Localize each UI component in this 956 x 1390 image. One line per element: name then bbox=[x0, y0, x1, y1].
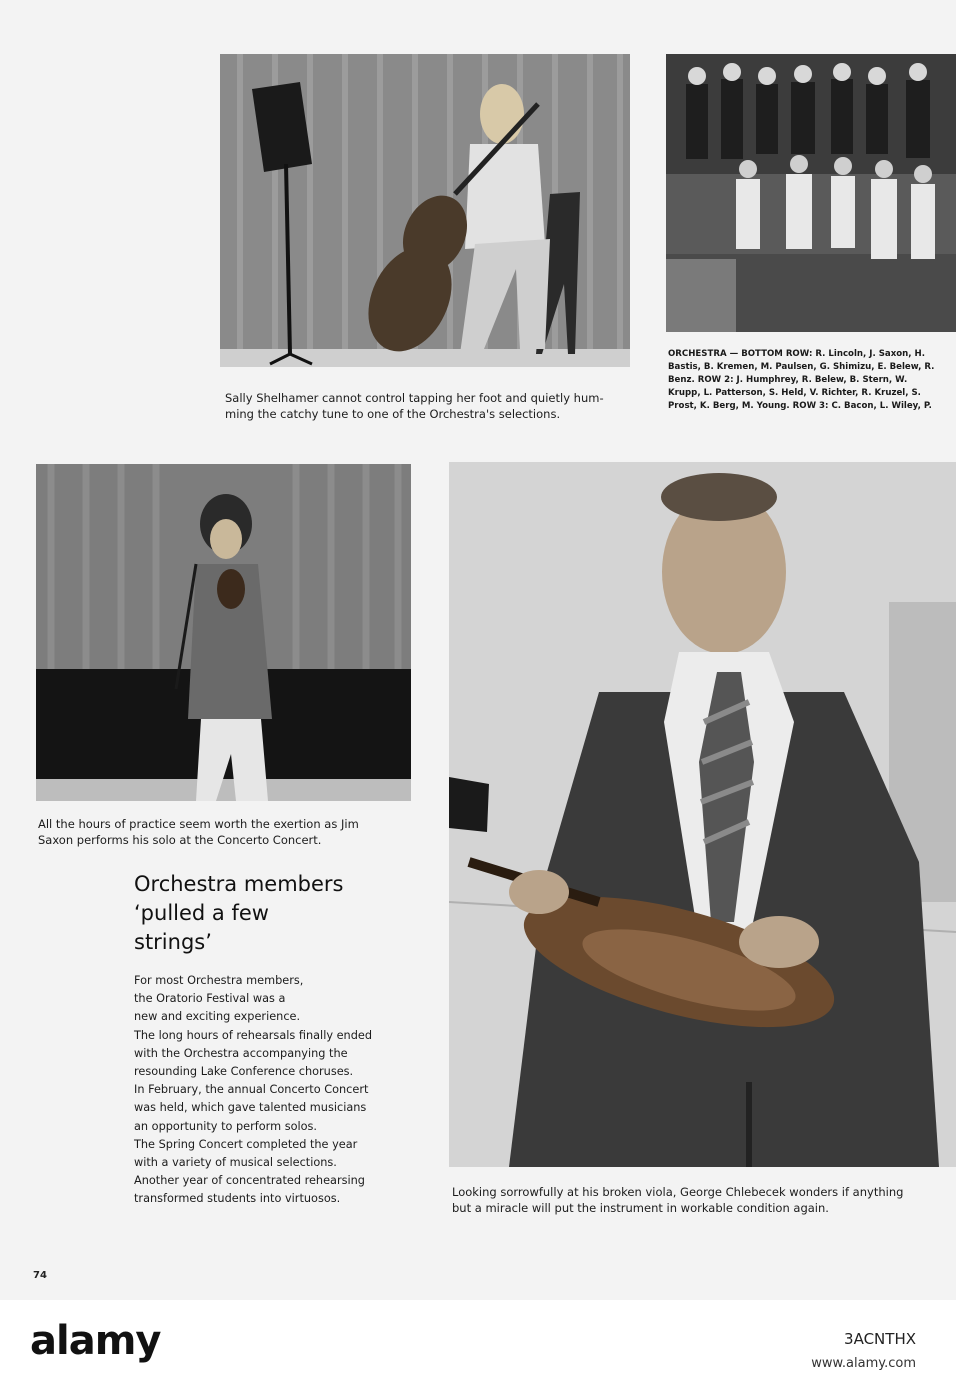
article-headline bbox=[134, 870, 434, 957]
roster-line: Prost, K. Berg, M. Young. ROW 3: C. Bacon, L. Wiley, P. bbox=[668, 401, 932, 411]
alamy-logo[interactable]: alamy bbox=[30, 1318, 161, 1364]
article-body bbox=[134, 972, 434, 1209]
caption-line: but a miracle will put the instrument in workable condition again. bbox=[452, 1201, 829, 1215]
caption-line: Saxon performs his solo at the Concerto Concert. bbox=[38, 833, 322, 847]
body-line: For most Orchestra members, bbox=[134, 974, 304, 987]
headline-line: ‘pulled a few bbox=[134, 901, 269, 925]
body-line: resounding Lake Conference choruses. bbox=[134, 1065, 354, 1079]
image-id: 3ACNTHX bbox=[844, 1330, 916, 1348]
caption-line: Sally Shelhamer cannot control tapping her foot and quietly hum- bbox=[225, 391, 604, 405]
roster-line: Bastis, B. Kremen, M. Paulsen, G. Shimizu, E. Belew, R. bbox=[668, 362, 935, 372]
body-line: The long hours of rehearsals finally ended bbox=[134, 1028, 373, 1042]
caption-cellist bbox=[225, 390, 633, 422]
caption-line: All the hours of practice seem worth the exertion as Jim bbox=[38, 817, 359, 831]
body-line: Another year of concentrated rehearsing bbox=[134, 1174, 365, 1188]
caption-line: Looking sorrowfully at his broken viola, George Chlebecek wonders if anything bbox=[452, 1185, 904, 1199]
photo-orchestra-group bbox=[666, 54, 956, 332]
caption-viola bbox=[452, 1184, 952, 1216]
body-line: with the Orchestra accompanying the bbox=[134, 1046, 348, 1060]
headline-line: strings’ bbox=[134, 930, 212, 954]
caption-violinist bbox=[38, 816, 412, 848]
orchestra-roster bbox=[668, 348, 954, 413]
photo-violinist bbox=[36, 464, 411, 801]
body-line: with a variety of musical selections. bbox=[134, 1156, 337, 1170]
body-line: In February, the annual Concerto Concert bbox=[134, 1083, 369, 1097]
photo-cellist bbox=[220, 54, 630, 367]
body-line: the Oratorio Festival was a bbox=[134, 992, 286, 1006]
page-number: 74 bbox=[33, 1270, 47, 1281]
body-line: The Spring Concert completed the year bbox=[134, 1137, 358, 1151]
footer-url[interactable]: www.alamy.com bbox=[811, 1356, 916, 1371]
roster-line: Benz. ROW 2: J. Humphrey, R. Belew, B. Stern, W. bbox=[668, 375, 908, 385]
body-line: an opportunity to perform solos. bbox=[134, 1119, 318, 1133]
caption-line: ming the catchy tune to one of the Orchestra's selections. bbox=[225, 407, 561, 421]
roster-line: ORCHESTRA — BOTTOM ROW: R. Lincoln, J. Saxon, H. bbox=[668, 349, 925, 359]
roster-line: Krupp, L. Patterson, S. Held, V. Richter, R. Kruzel, S. bbox=[668, 388, 921, 398]
headline-line: Orchestra members bbox=[134, 872, 344, 896]
body-line: transformed students into virtuosos. bbox=[134, 1192, 341, 1206]
photo-viola-teacher bbox=[449, 462, 956, 1167]
body-line: new and exciting experience. bbox=[134, 1010, 301, 1024]
body-line: was held, which gave talented musicians bbox=[134, 1101, 367, 1115]
